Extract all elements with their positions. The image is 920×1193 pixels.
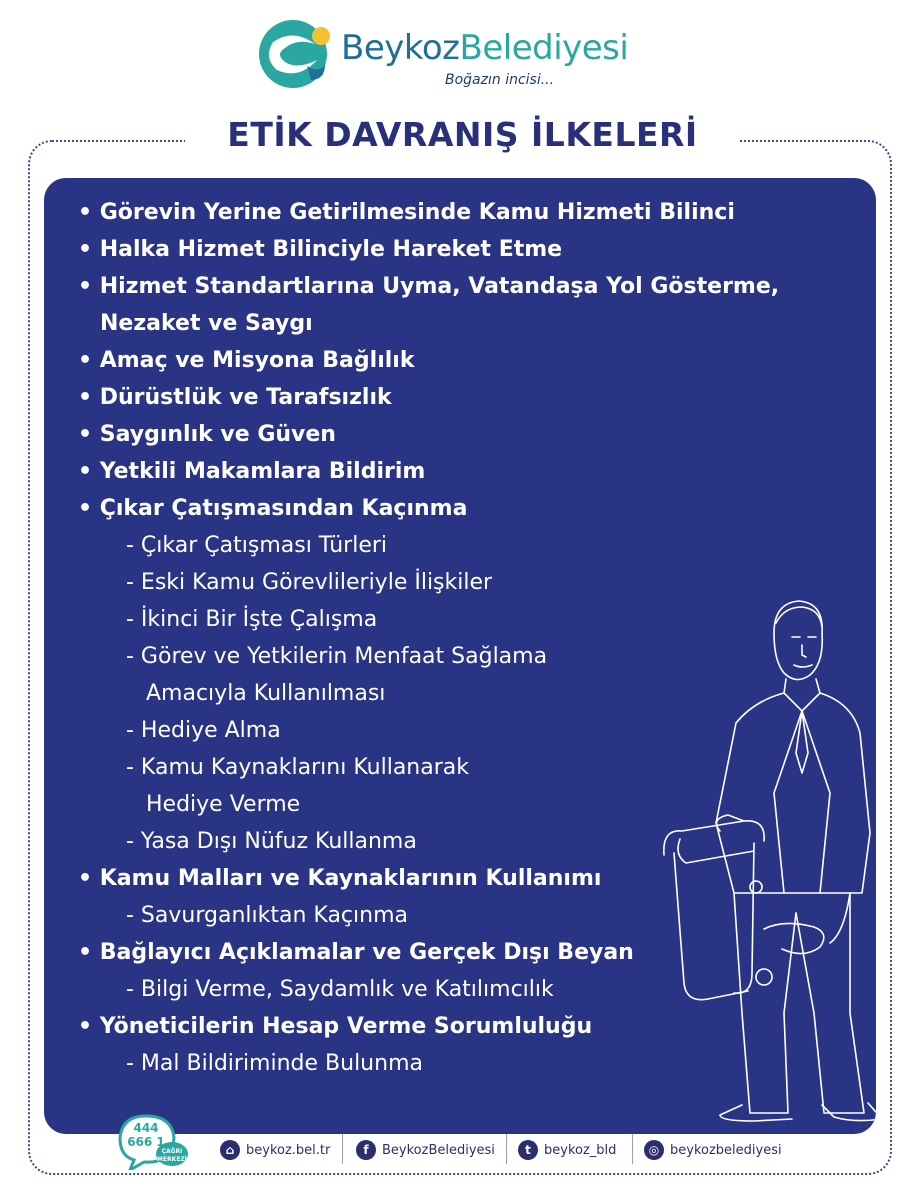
sub-principle-item: - Çıkar Çatışması Türleri: [126, 533, 388, 558]
call-center-badge[interactable]: [116, 1112, 188, 1170]
official-holding-scroll-illustration: [624, 593, 876, 1123]
principle-item: • Bağlayıcı Açıklamalar ve Gerçek Dışı Beyan: [78, 940, 634, 965]
sub-principle-item: - Kamu Kaynaklarını Kullanarak: [126, 755, 469, 780]
sub-principle-item: Amacıyla Kullanılması: [146, 681, 386, 706]
call-center-number-2: 666 1: [127, 1135, 165, 1149]
speech-bubble-icon: [116, 1112, 188, 1170]
sub-principle-item: - İkinci Bir İşte Çalışma: [126, 607, 378, 632]
facebook-text: BeykozBelediyesi: [382, 1142, 495, 1158]
twitter-text: beykoz_bld: [544, 1142, 617, 1158]
beykoz-logo-icon: [255, 14, 335, 94]
twitter-link[interactable]: [518, 1138, 616, 1162]
sub-principle-item: - Savurganlıktan Kaçınma: [126, 903, 408, 928]
principles-panel: [44, 178, 876, 1134]
principle-item: • Yetkili Makamlara Bildirim: [78, 459, 426, 484]
brand-tagline: Boğazın incisi...: [445, 72, 555, 88]
sub-principle-item: - Bilgi Verme, Saydamlık ve Katılımcılık: [126, 977, 554, 1002]
instagram-icon: ◎: [644, 1140, 664, 1160]
instagram-text: beykozbelediyesi: [670, 1142, 782, 1158]
footer-divider: [632, 1134, 633, 1164]
principle-item: • Yöneticilerin Hesap Verme Sorumluluğu: [78, 1014, 593, 1039]
sub-principle-item: - Yasa Dışı Nüfuz Kullanma: [126, 829, 417, 854]
website-text: beykoz.bel.tr: [246, 1142, 331, 1158]
call-center-number-1: 444: [133, 1121, 159, 1135]
twitter-icon: t: [518, 1140, 538, 1160]
footer: [44, 1112, 876, 1172]
title-wrap: [185, 110, 740, 160]
sub-principle-item: - Eski Kamu Görevlileriyle İlişkiler: [126, 570, 493, 595]
principle-item: • Görevin Yerine Getirilmesinde Kamu Hizmeti Bilinci: [78, 200, 735, 225]
principle-item: • Çıkar Çatışmasından Kaçınma: [78, 496, 468, 521]
brand-name: BeykozBelediyesi: [341, 28, 629, 68]
sub-principle-item: - Mal Bildiriminde Bulunma: [126, 1051, 423, 1076]
call-center-label-1: ÇAĞRI: [161, 1148, 183, 1155]
home-icon: ⌂: [220, 1140, 240, 1160]
sub-principle-item: - Görev ve Yetkilerin Menfaat Sağlama: [126, 644, 548, 669]
call-center-label-2: MERKEZİ: [156, 1156, 188, 1163]
principle-item: • Saygınlık ve Güven: [78, 422, 336, 447]
sub-principle-item: - Hediye Alma: [126, 718, 281, 743]
footer-divider: [342, 1134, 343, 1164]
principle-item: • Amaç ve Misyona Bağlılık: [78, 348, 415, 373]
principle-item: • Halka Hizmet Bilinciyle Hareket Etme: [78, 237, 563, 262]
principle-item: • Kamu Malları ve Kaynaklarının Kullanımı: [78, 866, 602, 891]
facebook-link[interactable]: [356, 1138, 495, 1162]
website-link[interactable]: [220, 1138, 330, 1162]
principle-item: • Dürüstlük ve Tarafsızlık: [78, 385, 392, 410]
sub-principle-item: Hediye Verme: [146, 792, 301, 817]
page-title: ETİK DAVRANIŞ İLKELERİ: [227, 115, 698, 154]
footer-divider: [506, 1134, 507, 1164]
instagram-link[interactable]: [644, 1138, 782, 1162]
principle-item: • Hizmet Standartlarına Uyma, Vatandaşa Yol Gösterme,: [78, 274, 780, 299]
brand-logo: [255, 14, 675, 94]
principle-item: Nezaket ve Saygı: [100, 311, 313, 336]
facebook-icon: f: [356, 1140, 376, 1160]
